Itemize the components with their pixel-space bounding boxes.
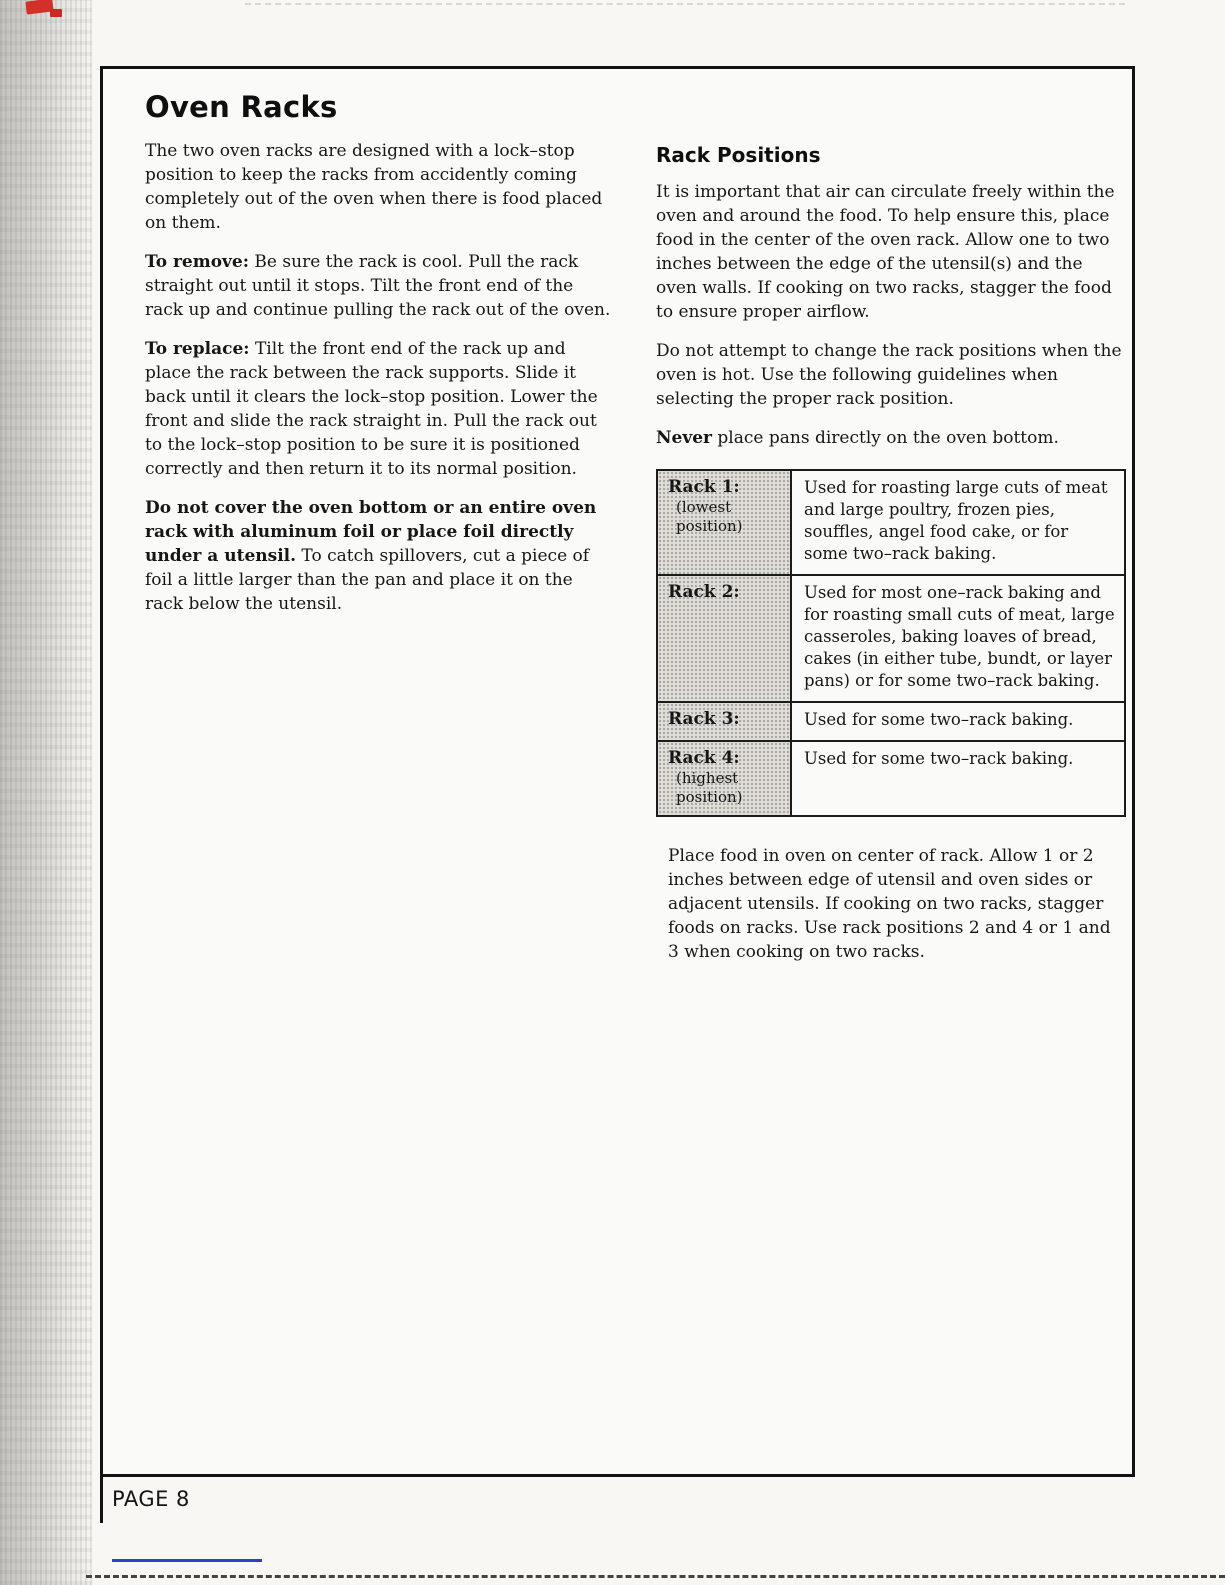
table-row <box>657 575 1125 702</box>
page-content <box>103 68 1135 964</box>
rack-positions-heading: Rack Positions <box>656 143 821 167</box>
never-label: Never <box>656 428 713 448</box>
never-paragraph <box>656 426 1126 450</box>
rack-label-cell <box>657 470 791 575</box>
rack-positions-table <box>656 469 1126 817</box>
page-title: Oven Racks <box>145 90 338 124</box>
replace-label: To replace: <box>145 339 250 359</box>
rack-label: Rack 3: <box>668 709 740 729</box>
foil-warning-text: To catch spillovers, cut a piece of foil a little larger than the pan and place it on the rack below the utensil. <box>145 546 590 614</box>
never-text: place pans directly on the oven bottom. <box>712 428 1059 448</box>
page-number: PAGE 8 <box>112 1487 190 1511</box>
rack-label: Rack 4: <box>668 748 740 768</box>
intro-paragraph: The two oven racks are designed with a lock–stop position to keep the racks from accidently coming completely out of the oven when there is food placed on them. <box>145 141 603 233</box>
rack-description-cell: Used for most one–rack baking and for roasting small cuts of meat, large casseroles, baking loaves of bread, cakes (in either tube, bundt, or layer pans) or for some two–rack baking. <box>791 575 1125 702</box>
replace-paragraph <box>145 337 611 481</box>
remove-text: Be sure the rack is cool. Pull the rack straight out until it stops. Tilt the front end of the rack up and continue pulling the rack out of the oven. <box>145 252 611 320</box>
scan-edge-artifact <box>0 0 92 1585</box>
table-row <box>657 741 1125 816</box>
replace-text: Tilt the front end of the rack up and place the rack between the rack supports. Slide it back until it clears the lock–stop position. Lower the front and slide the rack straight in. Pull the rack out to the lock–stop position to be sure it is positioned correctly and then return it to its normal position. <box>145 339 598 479</box>
remove-paragraph <box>145 250 611 322</box>
scan-red-mark <box>50 9 62 17</box>
scan-bottom-dashed-line <box>86 1575 1225 1578</box>
remove-label: To remove: <box>145 252 250 272</box>
right-column <box>656 139 1126 964</box>
rack-label-cell <box>657 741 791 816</box>
rack-description-cell: Used for roasting large cuts of meat and large poultry, frozen pies, souffles, angel food cake, or for some two–rack baking. <box>791 470 1125 575</box>
rack-description-cell: Used for some two–rack baking. <box>791 702 1125 741</box>
scan-blue-line-artifact <box>112 1559 262 1562</box>
scan-top-dashed-line <box>245 3 1125 5</box>
foil-warning-bold: Do not cover the oven bottom or an entire oven rack with aluminum foil or place foil directly under a utensil. <box>145 498 597 566</box>
foil-warning-paragraph <box>145 496 611 616</box>
table-row <box>657 702 1125 741</box>
placement-paragraph: Place food in oven on center of rack. Allow 1 or 2 inches between edge of utensil and oven sides or adjacent utensils. If cooking on two racks, stagger foods on racks. Use rack positions 2 and 4 or 1 and 3 when cooking on two racks. <box>668 846 1111 962</box>
guidelines-paragraph: Do not attempt to change the rack positions when the oven is hot. Use the following guidelines when selecting the proper rack position. <box>656 341 1122 409</box>
left-column <box>145 139 611 964</box>
table-row <box>657 470 1125 575</box>
rack-label: Rack 1: <box>668 477 740 497</box>
rack-label-cell <box>657 702 791 741</box>
rack-sublabel: (highest position) <box>676 769 743 806</box>
rack-label-cell <box>657 575 791 702</box>
rack-label: Rack 2: <box>668 582 740 602</box>
circulation-paragraph: It is important that air can circulate freely within the oven and around the food. To help ensure this, place food in the center of the oven rack. Allow one to two inches between the edge of the utensil(s) and the oven walls. If cooking on two racks, stagger the food to ensure proper airflow. <box>656 182 1115 322</box>
rack-description-cell: Used for some two–rack baking. <box>791 741 1125 816</box>
rack-sublabel: (lowest position) <box>676 498 743 535</box>
page-border-extension <box>100 1468 103 1523</box>
two-column-layout <box>103 139 1135 964</box>
